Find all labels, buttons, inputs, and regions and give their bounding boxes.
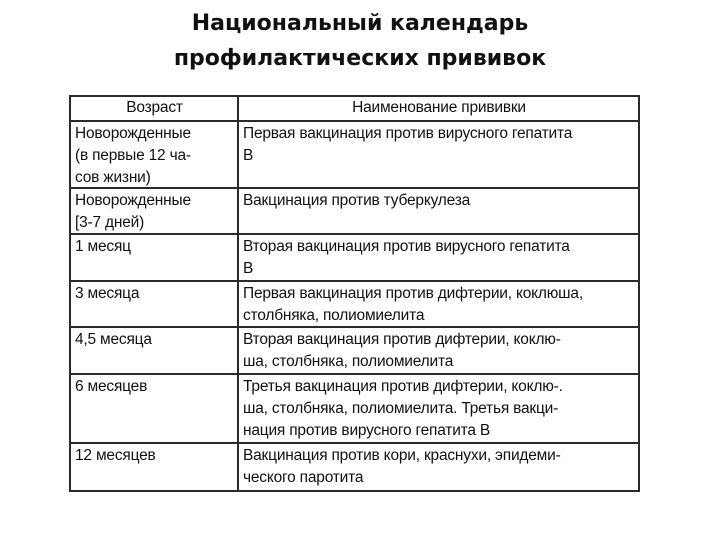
table-row <box>71 122 638 189</box>
row-age: 12 месяцев <box>71 444 239 492</box>
row-age: 6 месяцев <box>71 375 239 442</box>
page-title <box>0 6 720 76</box>
table-row <box>71 189 638 235</box>
row-age: 3 месяца <box>71 282 239 326</box>
row-age: Новорожденные [3-7 дней) <box>71 189 239 233</box>
table-row <box>71 282 638 328</box>
table-header-row <box>71 97 638 122</box>
table-row <box>71 328 638 375</box>
table-row <box>71 375 638 444</box>
row-vaccine: Третья вакцинация против дифтерии, коклю-. ша, столбняка, полиомиелита. Третья вакци- нация против вирусного гепатита В <box>243 378 563 439</box>
row-vaccine: Вакцинация против кори, краснухи, эпидеми- ческого паротита <box>243 447 561 486</box>
header-vaccine: Наименование прививки <box>352 99 526 116</box>
table-row <box>71 235 638 282</box>
row-age: 1 месяц <box>71 235 239 280</box>
row-vaccine: Первая вакцинация против дифтерии, коклюша, столбняка, полиомиелита <box>243 285 583 324</box>
table-row <box>71 444 638 492</box>
header-age: Возраст <box>71 97 239 120</box>
row-age: 4,5 месяца <box>71 328 239 373</box>
row-vaccine: Вакцинация против туберкулеза <box>243 192 471 209</box>
row-age: Новорожденные (в первые 12 ча- сов жизни) <box>71 122 239 187</box>
title-line-1: Национальный календарь <box>191 11 529 36</box>
title-line-2: профилактических прививок <box>173 46 547 71</box>
vaccination-table <box>69 95 640 492</box>
row-vaccine: Вторая вакцинация против вирусного гепатита В <box>243 238 570 277</box>
row-vaccine: Первая вакцинация против вирусного гепатита В <box>243 125 573 164</box>
row-vaccine: Вторая вакцинация против дифтерии, коклю- ша, столбняка, полиомиелита <box>243 331 561 370</box>
